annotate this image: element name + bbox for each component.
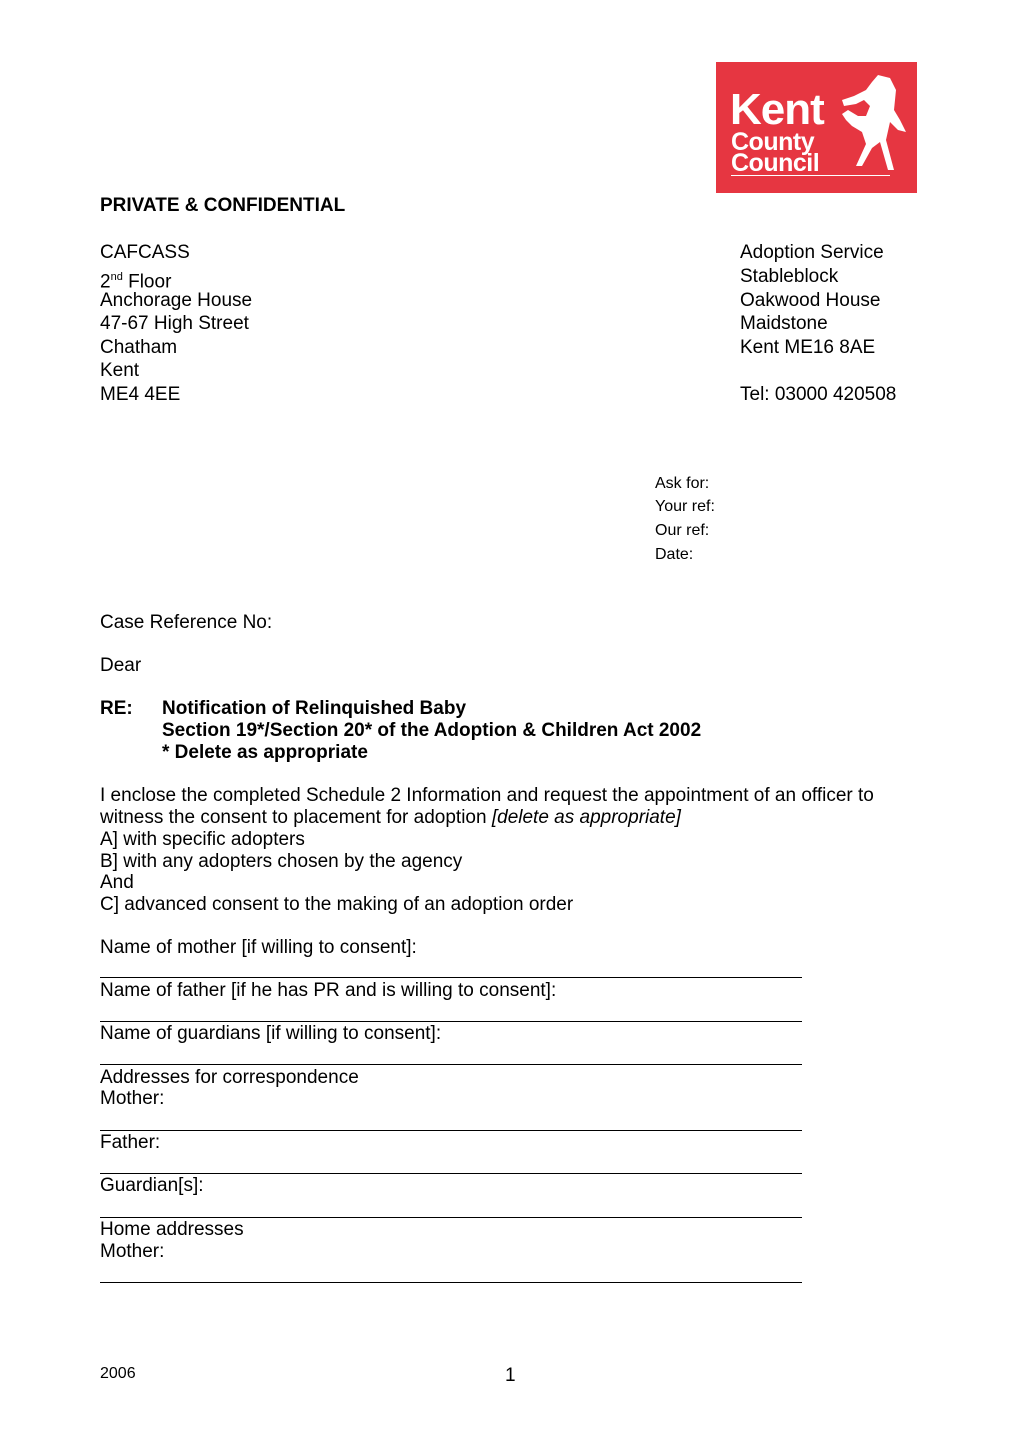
recipient-line: Kent [100, 360, 140, 381]
recipient-line: Chatham [100, 337, 178, 358]
floor-text: Floor [128, 271, 172, 293]
floor-number: 2 [100, 271, 111, 293]
logo-text-county: County [731, 128, 815, 156]
salutation: Dear [100, 655, 142, 676]
date-label: Date: [655, 546, 694, 563]
sender-telephone: Tel: 03000 420508 [740, 384, 897, 405]
re-label: RE: [100, 698, 133, 719]
logo-text-kent: Kent [730, 85, 824, 134]
recipient-line: CAFCASS [100, 242, 190, 263]
our-ref-label: Our ref: [655, 522, 710, 539]
form-label-home-addresses: Home addresses [100, 1219, 244, 1240]
page-number: 1 [505, 1365, 516, 1386]
recipient-line: 47-67 High Street [100, 313, 249, 334]
form-label-correspondence: Addresses for correspondence [100, 1067, 359, 1088]
option-item: A] with specific adopters [100, 829, 305, 850]
logo-underline [731, 175, 890, 176]
sender-line: Kent ME16 8AE [740, 337, 876, 358]
body-line: I enclose the completed Schedule 2 Information and request the appointment of an officer to [100, 785, 874, 806]
form-label-guardians: Guardian[s]: [100, 1175, 204, 1196]
sender-line: Stableblock [740, 266, 839, 287]
horse-icon [838, 70, 908, 175]
fill-line[interactable] [100, 977, 802, 978]
form-label-mother: Mother: [100, 1088, 165, 1109]
fill-line[interactable] [100, 1064, 802, 1065]
body-italic-note: [delete as appropriate] [491, 807, 681, 828]
sender-line: Maidstone [740, 313, 828, 334]
form-label-father: Father: [100, 1132, 161, 1153]
logo-text-council: Council [731, 149, 820, 177]
option-item: C] advanced consent to the making of an adoption order [100, 894, 574, 915]
footer-year: 2006 [100, 1365, 136, 1382]
confidential-heading: PRIVATE & CONFIDENTIAL [100, 195, 346, 216]
floor-suffix: nd [110, 271, 123, 283]
fill-line[interactable] [100, 1130, 802, 1131]
recipient-line: ME4 4EE [100, 384, 181, 405]
fill-line[interactable] [100, 1173, 802, 1174]
body-line [100, 806, 681, 830]
form-label-mother-home: Mother: [100, 1241, 165, 1262]
case-reference-label: Case Reference No: [100, 612, 273, 633]
subject-line: Section 19*/Section 20* of the Adoption & Children Act 2002 [162, 720, 702, 741]
option-item: And [100, 872, 134, 893]
ask-for-label: Ask for: [655, 475, 710, 492]
body-text: witness the consent to placement for adoption [100, 807, 492, 828]
form-label-mother-name: Name of mother [if willing to consent]: [100, 937, 417, 958]
fill-line[interactable] [100, 1282, 802, 1283]
your-ref-label: Your ref: [655, 498, 715, 515]
recipient-line: Anchorage House [100, 290, 253, 311]
form-label-father-name: Name of father [if he has PR and is willing to consent]: [100, 980, 557, 1001]
sender-line: Adoption Service [740, 242, 884, 263]
subject-line: Notification of Relinquished Baby [162, 698, 467, 719]
option-item: B] with any adopters chosen by the agency [100, 851, 463, 872]
sender-line: Oakwood House [740, 290, 881, 311]
form-label-guardians-name: Name of guardians [if willing to consent]: [100, 1023, 442, 1044]
kent-county-council-logo [716, 62, 917, 193]
subject-line: * Delete as appropriate [162, 742, 368, 763]
